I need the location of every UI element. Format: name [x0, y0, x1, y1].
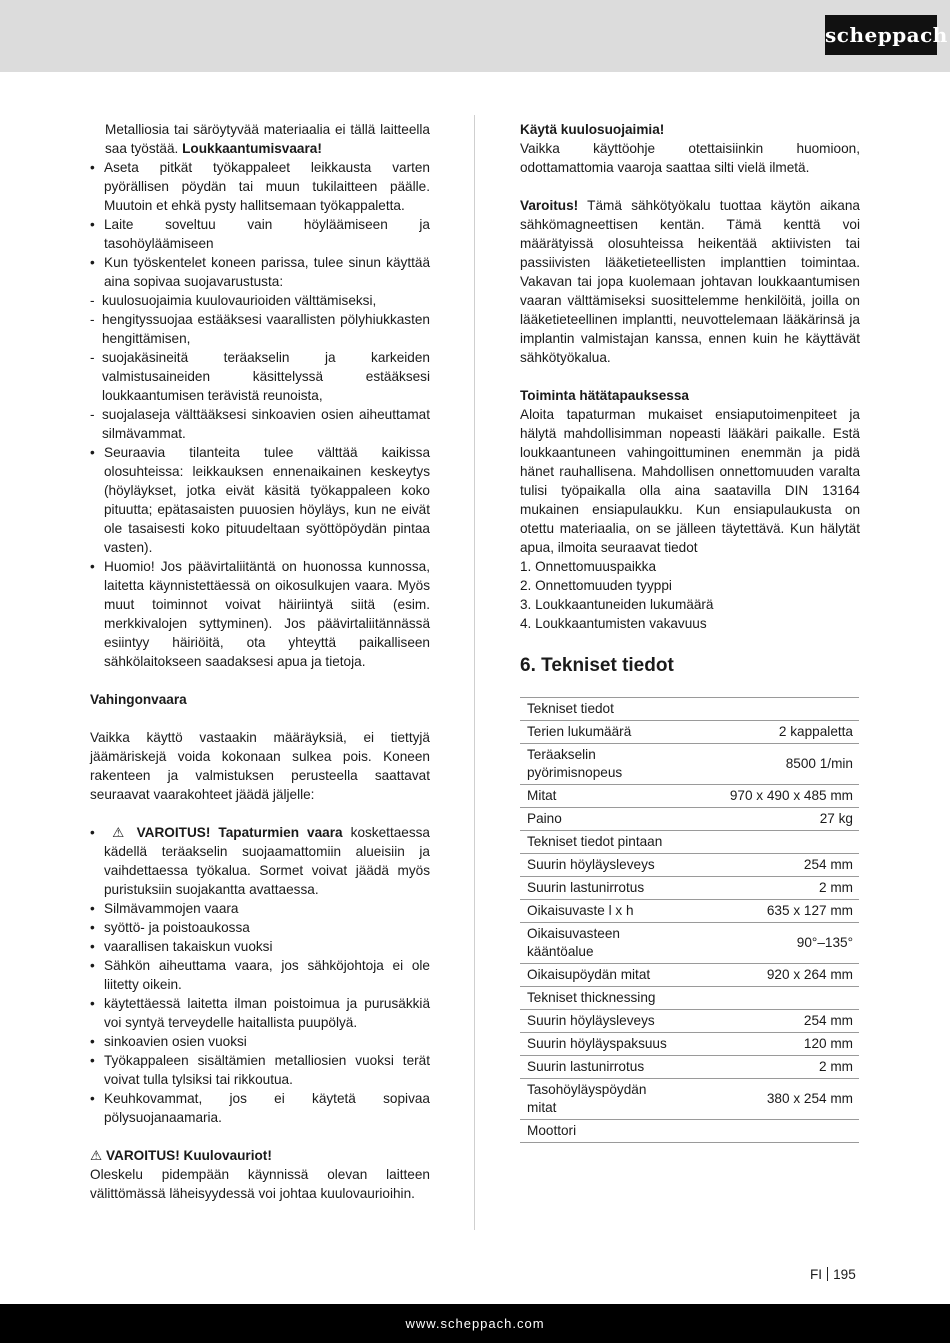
table-row: Terien lukumäärä 2 kappaletta: [520, 721, 859, 744]
table-row: Suurin lastunirrotus 2 mm: [520, 1056, 859, 1079]
list-item: • Silmävammojen vaara: [90, 899, 430, 918]
footer-url[interactable]: www.scheppach.com: [405, 1316, 545, 1331]
table-row: Oikaisuvaste l x h 635 x 127 mm: [520, 900, 859, 923]
danger-heading: Vahingonvaara: [90, 692, 187, 707]
table-row: Moottori: [520, 1120, 859, 1143]
list-item: 1. Onnettomuuspaikka: [520, 559, 657, 574]
table-row: Mitat 970 x 490 x 485 mm: [520, 785, 859, 808]
spec-table: [520, 697, 859, 1143]
ear-protection-heading: Käytä kuulosuojaimia!: [520, 122, 665, 137]
table-row: Tasohöyläyspöydän mitat 380 x 254 mm: [520, 1079, 859, 1120]
scheppach-logo: scheppach: [825, 15, 937, 55]
emergency-paragraph: Aloita tapaturman mukaiset ensiaputoimenpiteet ja hälytä mahdollisimman nopeasti lääkäri paikalle. Estä loukkaantuneen vahingoittuminen enemmän ja pidä hänet rauhallisena. Mahdollisen onnettomuuden varalta tulisi työpaikalla olla aina saatavilla DIN 13164 mukainen ensiapulaukku. Kun ensiapulaukusta on otettu materiaalia, on se jälleen täytettävä. Kun hälytät apua, ilmoita seuraavat tiedot: [520, 407, 860, 555]
list-item: - suojakäsineitä teräakselin ja karkeiden valmistusaineiden käsittelyssä estääksesi loukkaantumisen terävistä reunoista,: [90, 348, 430, 405]
table-row: Suurin höyläyspaksuus 120 mm: [520, 1033, 859, 1056]
warning-icon: ⚠: [112, 825, 129, 840]
list-item: 2. Onnettomuuden tyyppi: [520, 578, 672, 593]
table-row: Suurin höyläysleveys 254 mm: [520, 854, 859, 877]
list-item: • käytettäessä laitetta ilman poistoimua ja purusäkkiä voi syntyä terveydelle haitallista puupölyä.: [90, 994, 430, 1032]
table-row: Paino 27 kg: [520, 808, 859, 831]
list-item: • Keuhkovammat, jos ei käytetä sopivaa pölysuojanaamaria.: [90, 1089, 430, 1127]
table-row: Tekniset thicknessing: [520, 987, 859, 1010]
left-column: [90, 120, 430, 1203]
table-row: Oikaisupöydän mitat 920 x 264 mm: [520, 964, 859, 987]
page-number: FI 195: [810, 1267, 856, 1282]
list-item: • Laite soveltuu vain höyläämiseen ja tasohöyläämiseen: [90, 215, 430, 253]
list-item: • Seuraavia tilanteita tulee välttää kaikissa olosuhteissa: leikkauksen ennenaikainen keskeytys (höyläykset, jotka eivät käsitä työkappaleen koko pituutta; epätasaisten puuosien höyläys, kun ne eivät ole tasaisesti koko pituudeltaan syöttöpöydän pintaa vasten).: [90, 443, 430, 557]
right-column: [520, 120, 860, 1143]
header-bar: [0, 0, 950, 72]
list-item: • Työkappaleen sisältämien metalliosien vuoksi terät voivat tulla tylsiksi tai rikkoutua.: [90, 1051, 430, 1089]
list-item: • syöttö- ja poistoaukossa: [90, 918, 430, 937]
column-divider: [474, 115, 475, 1230]
list-item: • sinkoavien osien vuoksi: [90, 1032, 430, 1051]
table-row: Suurin lastunirrotus 2 mm: [520, 877, 859, 900]
section-title: 6. Tekniset tiedot: [520, 655, 674, 676]
safety-bullets: [90, 158, 430, 671]
danger-paragraph: Vaikka käyttö vastaakin määräyksiä, ei tiettyjä jäämäriskejä voida kokonaan sulkea pois. Koneen rakenteen ja valmistuksen perusteella saattavat seuraavat vaarakohteet jäädä jäljelle:: [90, 730, 430, 802]
table-row: Oikaisuvasteen kääntöalue 90°–135°: [520, 923, 859, 964]
list-item: • ⚠ VAROITUS! Tapaturmien vaara koskettaessa kädellä teräakselin suojaamattomiin alueisiin ja vaihdettaessa työkalua. Sormet voivat jäädä myös puristuksiin suojakantta avattaessa.: [90, 823, 430, 899]
hazard-list: [90, 823, 430, 1127]
emf-warning-paragraph: Varoitus! Tämä sähkötyökalu tuottaa käytön aikana sähkömagneettisen kentän. Tämä kenttä voi määrätyissä olosuhteissa heikentää aktiivisten tai passiivisten lääketieteellisten implanttien toimintaa. Vakavan tai jopa kuolemaan johtavan loukkaantumisen vaaran välttämiseksi suosittelemme henkilöitä, joilla on lääketieteellinen implantti, neuvottelemaan lääkärinsä ja implantin valmistajan kanssa, ennen kuin he käyttävät sähkötyökalua.: [520, 198, 860, 365]
intro-warning: Loukkaantumisvaara!: [182, 141, 322, 156]
list-item: - kuulosuojaimia kuulovaurioiden välttämiseksi,: [90, 291, 430, 310]
hearing-warning-heading: ⚠ VAROITUS! Kuulovauriot!: [90, 1148, 272, 1163]
footer-bar: [0, 1304, 950, 1343]
table-row: Teräakselin pyörimisnopeus 8500 1/min: [520, 744, 859, 785]
list-item: • vaarallisen takaiskun vuoksi: [90, 937, 430, 956]
list-item: 3. Loukkaantuneiden lukumäärä: [520, 597, 714, 612]
list-item: • Sähkön aiheuttama vaara, jos sähköjohtoja ei ole liitetty oikein.: [90, 956, 430, 994]
table-row: Tekniset tiedot pintaan: [520, 831, 859, 854]
emergency-list: [520, 557, 860, 633]
list-item: • Kun työskentelet koneen parissa, tulee sinun käyttää aina sopivaa suojavarustusta: - kuulosuojaimia kuulovaurioiden välttämiseksi, - hengityssuojaa estääksesi vaarallisten pölyhiukkasten hengittämisen, - suojakäsineitä teräakselin ja karkeiden valmistusaineiden käsittelyssä estääksesi loukkaantumisen terävistä reunoista, - suojalaseja välttääksesi sinkoavien osien aiheuttamat silmävammat.: [90, 253, 430, 443]
protective-equipment-list: [90, 291, 430, 443]
hearing-warning-paragraph: Oleskelu pidempään käynnissä olevan laitteen välittömässä läheisyydessä voi johtaa kuulovaurioihin.: [90, 1167, 430, 1201]
table-row: Tekniset tiedot: [520, 698, 859, 721]
warning-icon: ⚠: [90, 1148, 103, 1163]
list-item: • Aseta pitkät työkappaleet leikkausta varten pyörällisen pöydän tai muun tukilaitteen päälle. Muutoin et ehkä pysty hallitsemaan työkappaletta.: [90, 158, 430, 215]
emergency-heading: Toiminta hätätapauksessa: [520, 388, 689, 403]
list-item: 4. Loukkaantumisten vakavuus: [520, 616, 707, 631]
table-row: Suurin höyläysleveys 254 mm: [520, 1010, 859, 1033]
intro-paragraph: Metalliosia tai säröytyvää materiaalia ei tällä laitteella saa työstää. Loukkaantumisvaara!: [105, 122, 430, 156]
list-item: - suojalaseja välttääksesi sinkoavien osien aiheuttamat silmävammat.: [90, 405, 430, 443]
list-item: • Huomio! Jos päävirtaliitäntä on huonossa kunnossa, laitetta käynnistettäessä on oikosulkujen vaara. Myös muut toiminnot voivat häiriintyä siitä (esim. merkkivalojen syttyminen). Jos päävirtaliitännässä esiintyy häiriöitä, ota yhteyttä paikalliseen sähkölaitokseen saadaksesi apua ja tietoja.: [90, 557, 430, 671]
list-item: - hengityssuojaa estääksesi vaarallisten pölyhiukkasten hengittämisen,: [90, 310, 430, 348]
ear-protection-paragraph: Vaikka käyttöohje otettaisiinkin huomioon, odottamattomia vaaroja saattaa silti vielä ilmetä.: [520, 141, 860, 175]
